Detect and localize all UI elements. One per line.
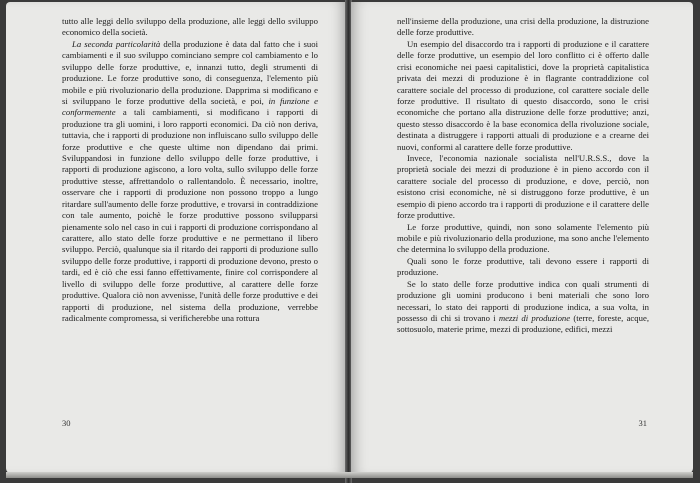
paragraph: Invece, l'economia nazionale socialista nell'U.R.S.S., dove la proprietà sociale dei mezzi di produzione è in pieno accordo con il carattere sociale del processo di produzione, e dove, perciò, non esistono crisi economiche, nè si distruggono forze produttive, è un esempio di pieno accordo tra i rapporti di produzione e il carattere delle forze produttive. — [397, 153, 649, 221]
italic-phrase: in funzione e conformemente — [62, 95, 319, 118]
page-number: 31 — [638, 418, 647, 428]
paragraph: nell'insieme della produzione, una crisi della produzione, la distruzione delle forze produttive. — [397, 16, 649, 38]
paragraph-text: a tali cambiamenti, si modificano i rapporti di produzione tra gli uomini, i loro rapporti economici. Da ciò non deriva, tuttavia, che i rapporti di produzione non influiscano sullo sviluppo delle forze produttive e che queste ultime non dipendano dai primi. Sviluppandosi in funzione dello sviluppo delle forze produttive, i rapporti di produzione agiscono, a loro volta, sullo sviluppo delle forze produttive stesse, affrettandolo o rallentandolo. È necessario, inoltre, osservare che i rapporti di produzione non possono troppo a lungo ritardare sull'aumento delle forze produttive, e trovarsi in contraddizione con tale aumento, poichè le forze produttive possono svilupparsi pienamente solo nel caso in cui i rapporti di produzione corrispondano al carattere, allo stato delle forze produttive e ne permettano il libero sviluppo. Perciò, qualunque sia il ritardo dei rapporti di produzione sullo sviluppo delle forze produttive, i rapporti di produzione devono, presto o tardi, ed è ciò che essi fanno effettivamente, finire col corrispondere al livello di sviluppo delle forze produttive, al carattere delle forze produttive. Qualora ciò non avvenisse, l'unità delle forze produttive e dei rapporti di produzione, nel sistema della produzione, verrebbe radicalmente compromessa, si verificherebbe una rottura — [62, 107, 318, 323]
paragraph-text: (terre, foreste, acque, sottosuolo, materie prime, mezzi di produzione, edifici, mezzi — [397, 312, 649, 335]
page-number: 30 — [62, 418, 71, 428]
paragraph — [397, 279, 649, 336]
left-page-text — [62, 16, 318, 324]
paragraph: Quali sono le forze produttive, tali devono essere i rapporti di produzione. — [397, 255, 649, 278]
paragraph: Un esempio del disaccordo tra i rapporti di produzione e il carattere delle forze produttive, un esempio del loro conflitto ci è offerto dalle crisi economiche nei paesi capitalistici, dove la proprietà capitalistica privata dei mezzi di produzione è in flagrante contraddizione col carattere sociale del processo di produzione, col carattere sociale delle forze produttive. Il risultato di questo disaccordo, sono le crisi economiche che portano alla distruzione delle forze produttive; anzi, questo stesso disaccordo è la base economica della rivoluzione sociale, destinata a distruggere i rapporti attuali di produzione e a crearne dei nuovi, conformi al carattere delle forze produttive. — [397, 38, 649, 152]
paragraph: tutto alle leggi dello sviluppo della produzione, alle leggi dello sviluppo economico della società. — [62, 16, 318, 38]
right-page-text — [397, 16, 649, 336]
paragraph-text: Se lo stato delle forze produttive indica con quali strumenti di produzione gli uomini producono i beni materiali che sono loro necessari, lo stato dei rapporti di produzione indica, a sua volta, in possesso di chi si trovano i — [397, 278, 649, 323]
italic-phrase: mezzi di produzione — [498, 312, 571, 323]
left-page — [6, 2, 346, 474]
paragraph: Le forze produttive, quindi, non sono solamente l'elemento più mobile e più rivoluzionario della produzione, ma sono anche l'elemento che determina lo sviluppo della produzione. — [397, 221, 649, 255]
paragraph-text: della produzione è data dal fatto che i suoi cambiamenti e il suo sviluppo cominciano sempre col cambiamento e lo sviluppo delle forze produttive, e, innanzi tutto, degli strumenti di produzione. Le forze produttive sono, di conseguenza, l'elemento più mobile e più rivoluzionario della produzione. Dapprima si modificano e si sviluppano le forze produttive della società, e poi, — [62, 38, 318, 106]
italic-phrase: La seconda particolarità — [72, 38, 161, 49]
paragraph — [62, 39, 318, 325]
right-page — [351, 2, 693, 474]
page-edges — [6, 472, 693, 478]
